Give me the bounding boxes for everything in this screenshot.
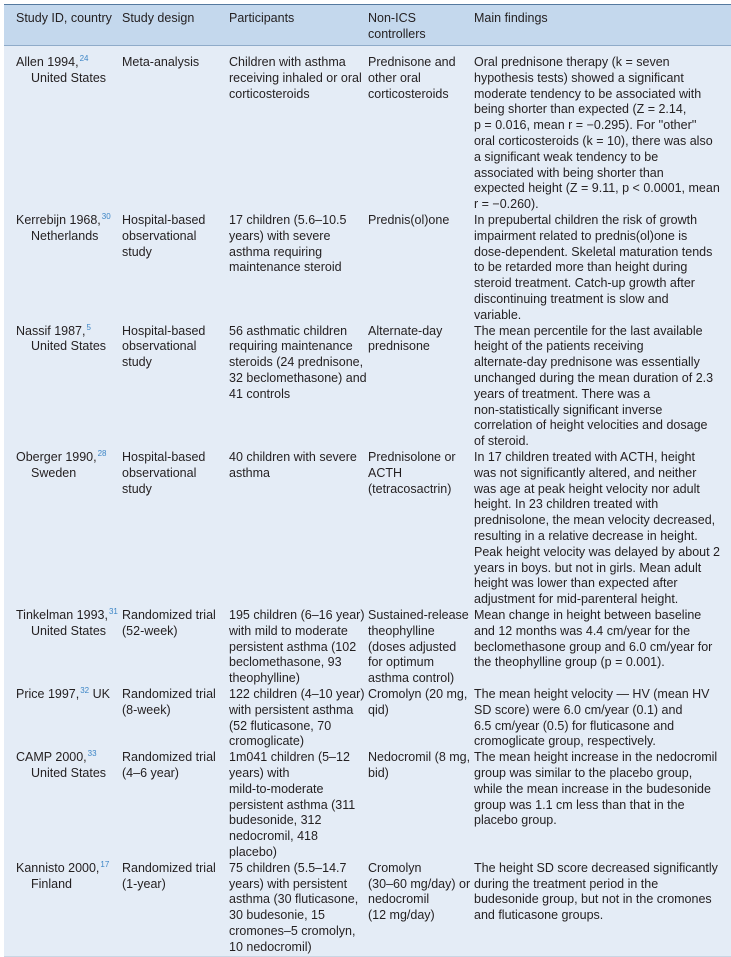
participants-line: Children with asthma: [229, 55, 346, 69]
main-findings-line: resulting in a relative decrease in height.: [474, 528, 698, 543]
table-row: [4, 687, 731, 750]
controllers-cell: [368, 324, 442, 356]
controllers-line: Nedocromil (8 mg,: [368, 750, 471, 765]
main-findings-line: while the mean increase in the budesonide: [474, 781, 711, 796]
controllers-line: Prednisolone or: [368, 449, 456, 464]
main-findings-line: In prepubertal children the risk of growth: [474, 213, 698, 227]
header-participants: Participants: [229, 11, 295, 25]
controllers-line: (12 mg/day): [368, 908, 435, 923]
controllers-cell: [368, 687, 467, 719]
study-design-line: Hospital-based: [122, 449, 206, 464]
study-name: Kerrebijn 1968,: [16, 213, 101, 227]
participants-line: 56 asthmatic children: [229, 323, 348, 338]
main-findings-line: steroid treatment. Catch-up growth after: [474, 276, 695, 291]
participants-cell: [229, 450, 357, 482]
study-design-cell: [122, 450, 205, 497]
table-row: [4, 55, 731, 213]
main-findings-cell: [474, 750, 717, 829]
main-findings-line: dose-dependent. Skeletal maturation tends: [474, 244, 713, 259]
reference-number: 5: [86, 322, 91, 332]
study-id-line: [16, 213, 111, 229]
main-findings-line: and 12 months was 4.4 cm/year for the: [474, 623, 691, 638]
main-findings-line: Oral prednisone therapy (k = seven: [474, 55, 670, 69]
participants-line: with mild to moderate: [229, 623, 348, 638]
controllers-line: (tetracosactrin): [368, 481, 452, 496]
participants-line: persistent asthma (311: [229, 797, 356, 812]
participants-line: persistent asthma (102: [229, 639, 357, 654]
main-findings-cell: [474, 324, 713, 450]
study-id-line: [16, 608, 118, 624]
reference-number: 33: [87, 749, 97, 759]
main-findings-line: Mean change in height between baseline: [474, 607, 702, 622]
participants-line: years) with: [229, 765, 290, 780]
participants-line: years) with persistent: [229, 876, 348, 891]
participants-line: with persistent asthma: [229, 702, 354, 717]
header-study-id: Study ID, country: [16, 11, 112, 25]
reference-number: 28: [97, 448, 107, 458]
study-design-line: Meta-analysis: [122, 55, 200, 69]
participants-line: budesonide, 312: [229, 813, 322, 828]
main-findings-line: 6.5 cm/year (0.5) for fluticasone and: [474, 718, 675, 733]
main-findings-line: years of treatment. There was a: [474, 386, 651, 401]
participants-cell: [229, 608, 365, 687]
participants-line: corticosteroids: [229, 86, 310, 101]
study-id-line: [16, 55, 106, 71]
study-id-cell: [16, 750, 106, 782]
participants-cell: [229, 687, 365, 750]
study-id-cell: [16, 450, 107, 482]
study-design-cell: [122, 687, 216, 719]
table-row: [4, 608, 731, 687]
main-findings-line: unchanged during the mean duration of 2.3: [474, 370, 714, 385]
main-findings-line: The mean height velocity — HV (mean HV: [474, 686, 710, 701]
study-id-cell: [16, 213, 111, 245]
participants-line: 122 children (4–10 year): [229, 686, 365, 701]
study-design-line: (1-year): [122, 876, 166, 891]
study-design-line: Randomized trial: [122, 686, 216, 701]
controllers-line: Prednisone and: [368, 55, 456, 69]
table-header: [4, 5, 731, 46]
study-id-cell: [16, 324, 106, 356]
participants-line: 41 controls: [229, 386, 291, 401]
participants-line: 195 children (6–16 year): [229, 607, 365, 622]
study-table: [4, 4, 731, 957]
study-id-line: [16, 324, 106, 340]
participants-cell: [229, 55, 362, 102]
study-id-cell: [16, 608, 118, 640]
study-design-cell: [122, 608, 216, 640]
controllers-cell: [368, 55, 456, 102]
study-design-cell: [122, 750, 216, 782]
study-design-cell: [122, 861, 216, 893]
study-id-cell: [16, 687, 110, 703]
main-findings-line: budesonide group, but not in the cromones: [474, 892, 712, 907]
main-findings-line: a significant weak tendency to be: [474, 149, 659, 164]
study-country: United States: [31, 623, 107, 638]
study-design-line: study: [122, 355, 152, 370]
reference-number: 24: [79, 54, 89, 63]
controllers-cell: [368, 750, 470, 782]
main-findings-line: cromoglicate group, respectively.: [474, 734, 656, 749]
controllers-line: prednisone: [368, 339, 430, 354]
study-name: Oberger 1990,: [16, 449, 97, 464]
study-name: CAMP 2000,: [16, 750, 87, 765]
table-row: [4, 324, 731, 450]
participants-line: 1m041 children (5–12: [229, 750, 350, 765]
study-design-line: observational: [122, 339, 197, 354]
main-findings-line: SD score) were 6.0 cm/year (0.1) and: [474, 702, 683, 717]
main-findings-line: years in boys. but not in girls. Mean adult: [474, 560, 702, 575]
main-findings-line: adjustment for mid-parenteral height.: [474, 592, 679, 607]
main-findings-cell: [474, 687, 710, 750]
study-design-cell: [122, 324, 205, 371]
table-row: [4, 213, 731, 324]
reference-number: 30: [101, 212, 111, 221]
main-findings-line: was age at peak height velocity nor adult: [474, 481, 700, 496]
study-name: Kannisto 2000,: [16, 860, 100, 875]
study-name: Tinkelman 1993,: [16, 607, 108, 622]
study-design-line: study: [122, 481, 152, 496]
controllers-line: ACTH: [368, 465, 403, 480]
main-findings-line: height of the patients receiving: [474, 339, 644, 354]
study-id-line: [16, 861, 109, 877]
header-main-findings: Main findings: [474, 11, 548, 25]
main-findings-line: group was similar to the placebo group,: [474, 765, 693, 780]
study-design-line: (52-week): [122, 623, 178, 638]
main-findings-line: the theophylline group (p = 0.001).: [474, 655, 665, 670]
study-design-cell: [122, 55, 199, 71]
participants-line: 75 children (5.5–14.7: [229, 860, 347, 875]
main-findings-line: during the treatment period in the: [474, 876, 659, 891]
study-design-line: Randomized trial: [122, 860, 216, 875]
main-findings-line: r = −0.260).: [474, 197, 539, 212]
main-findings-line: impairment related to prednis(ol)one is: [474, 228, 688, 243]
controllers-line: qid): [368, 702, 389, 717]
study-design-cell: [122, 213, 205, 260]
main-findings-line: The mean percentile for the last available: [474, 323, 703, 338]
main-findings-cell: [474, 608, 712, 671]
main-findings-line: moderate tendency to be associated with: [474, 86, 702, 101]
main-findings-line: In 17 children treated with ACTH, height: [474, 449, 695, 464]
participants-cell: [229, 324, 367, 403]
main-findings-cell: [474, 450, 720, 608]
main-findings-line: of steroid.: [474, 434, 529, 449]
controllers-line: for optimum: [368, 655, 434, 670]
participants-line: 30 budesonie, 15: [229, 908, 325, 923]
controllers-line: Cromolyn (20 mg,: [368, 686, 468, 701]
main-findings-line: The mean height increase in the nedocromil: [474, 750, 718, 765]
table-row: [4, 450, 731, 608]
study-design-line: Hospital-based: [122, 213, 206, 227]
controllers-line: Sustained-release: [368, 607, 469, 622]
participants-line: asthma (30 fluticasone,: [229, 892, 359, 907]
study-id-cell: [16, 55, 106, 87]
main-findings-cell: [474, 55, 720, 213]
reference-number: 32: [80, 685, 90, 695]
main-findings-line: placebo group.: [474, 813, 557, 828]
participants-line: 10 nedocromil): [229, 939, 312, 954]
participants-line: cromones–5 cromolyn,: [229, 923, 356, 938]
study-id-line: [16, 750, 106, 766]
participants-cell: [229, 213, 346, 276]
study-country: United States: [31, 765, 107, 780]
study-id-line: [16, 687, 110, 703]
study-design-line: (4–6 year): [122, 765, 179, 780]
study-name: Allen 1994,: [16, 55, 79, 69]
main-findings-line: non-statistically significant inverse: [474, 402, 663, 417]
main-findings-line: expected height (Z = 9.11, p < 0.0001, mean: [474, 181, 720, 196]
participants-line: 17 children (5.6–10.5: [229, 213, 347, 227]
controllers-cell: [368, 213, 449, 229]
controllers-line: Prednis(ol)one: [368, 213, 450, 227]
main-findings-line: group was 1.1 cm less than that in the: [474, 797, 685, 812]
study-country: United States: [31, 339, 107, 354]
study-design-line: observational: [122, 465, 197, 480]
study-design-line: Randomized trial: [122, 607, 216, 622]
study-country: UK: [92, 686, 110, 701]
controllers-line: corticosteroids: [368, 86, 449, 101]
participants-line: 40 children with severe: [229, 449, 357, 464]
table-body: [4, 55, 731, 956]
participants-line: years) with severe: [229, 228, 331, 243]
main-findings-line: alternate-day prednisone was essentially: [474, 355, 700, 370]
main-findings-line: was not significantly altered, and neither: [474, 465, 697, 480]
main-findings-line: p = 0.016, mean r = −0.295). For ''other'': [474, 118, 697, 133]
main-findings-line: discontinuing treatment is slow and: [474, 291, 669, 306]
main-findings-line: hypothesis tests) showed a significant: [474, 70, 684, 85]
participants-line: 32 beclomethasone) and: [229, 370, 367, 385]
controllers-line: nedocromil: [368, 892, 430, 907]
table-row: [4, 750, 731, 861]
controllers-line: (30–60 mg/day) or: [368, 876, 471, 891]
main-findings-line: oral corticosteroids (k = 10), there was also: [474, 133, 713, 148]
main-findings-line: beclomethasone group and 6.0 cm/year for: [474, 639, 713, 654]
main-findings-line: being shorter than expected (Z = 2.14,: [474, 102, 687, 117]
participants-line: theophylline): [229, 671, 300, 686]
participants-line: (52 fluticasone, 70: [229, 718, 332, 733]
main-findings-line: and fluticasone groups.: [474, 908, 604, 923]
controllers-line: Cromolyn: [368, 860, 422, 875]
controllers-cell: [368, 861, 470, 924]
participants-cell: [229, 750, 355, 861]
participants-line: cromoglicate): [229, 734, 305, 749]
study-id-line: [16, 450, 107, 466]
reference-number: 17: [100, 859, 110, 869]
controllers-line: bid): [368, 765, 389, 780]
study-name: Price 1997,: [16, 686, 80, 701]
controllers-line: Alternate-day: [368, 323, 443, 338]
main-findings-line: associated with being shorter than: [474, 165, 664, 180]
participants-line: mild-to-moderate: [229, 781, 324, 796]
study-id-cell: [16, 861, 109, 893]
study-design-line: (8-week): [122, 702, 171, 717]
study-design-line: study: [122, 244, 152, 259]
header-non-ics-controllers: Non-ICS controllers: [368, 11, 426, 41]
participants-line: requiring maintenance: [229, 339, 353, 354]
participants-line: maintenance steroid: [229, 260, 342, 275]
main-findings-line: Peak height velocity was delayed by about 2: [474, 544, 720, 559]
main-findings-line: to be retarded more than height during: [474, 260, 688, 275]
study-design-line: Hospital-based: [122, 323, 206, 338]
controllers-line: other oral: [368, 70, 421, 85]
participants-line: receiving inhaled or oral: [229, 70, 362, 85]
header-study-design: Study design: [122, 11, 195, 25]
participants-line: asthma: [229, 465, 270, 480]
controllers-line: (doses adjusted: [368, 639, 457, 654]
study-name: Nassif 1987,: [16, 323, 86, 338]
main-findings-line: variable.: [474, 307, 522, 322]
controllers-cell: [368, 450, 456, 497]
controllers-cell: [368, 608, 469, 687]
main-findings-line: The height SD score decreased significantly: [474, 860, 718, 875]
study-country: United States: [31, 70, 107, 85]
participants-line: nedocromil, 418: [229, 829, 318, 844]
participants-cell: [229, 861, 358, 956]
participants-line: beclomethasone, 93: [229, 655, 342, 670]
main-findings-line: prednisolone, the mean velocity decreased,: [474, 513, 716, 528]
study-country: Netherlands: [31, 228, 99, 243]
participants-line: placebo): [229, 844, 277, 859]
study-country: Finland: [31, 876, 72, 891]
main-findings-cell: [474, 213, 712, 324]
main-findings-line: correlation of height velocities and dosage: [474, 418, 708, 433]
reference-number: 31: [108, 606, 118, 616]
main-findings-cell: [474, 861, 718, 924]
controllers-line: asthma control): [368, 671, 455, 686]
study-design-line: observational: [122, 228, 197, 243]
main-findings-line: height was lower than expected after: [474, 576, 678, 591]
controllers-line: theophylline: [368, 623, 435, 638]
main-findings-line: height. In 23 children treated with: [474, 497, 659, 512]
participants-line: asthma requiring: [229, 244, 323, 259]
study-country: Sweden: [31, 465, 77, 480]
study-design-line: Randomized trial: [122, 750, 216, 765]
participants-line: steroids (24 prednisone,: [229, 355, 364, 370]
table-row: [4, 861, 731, 956]
